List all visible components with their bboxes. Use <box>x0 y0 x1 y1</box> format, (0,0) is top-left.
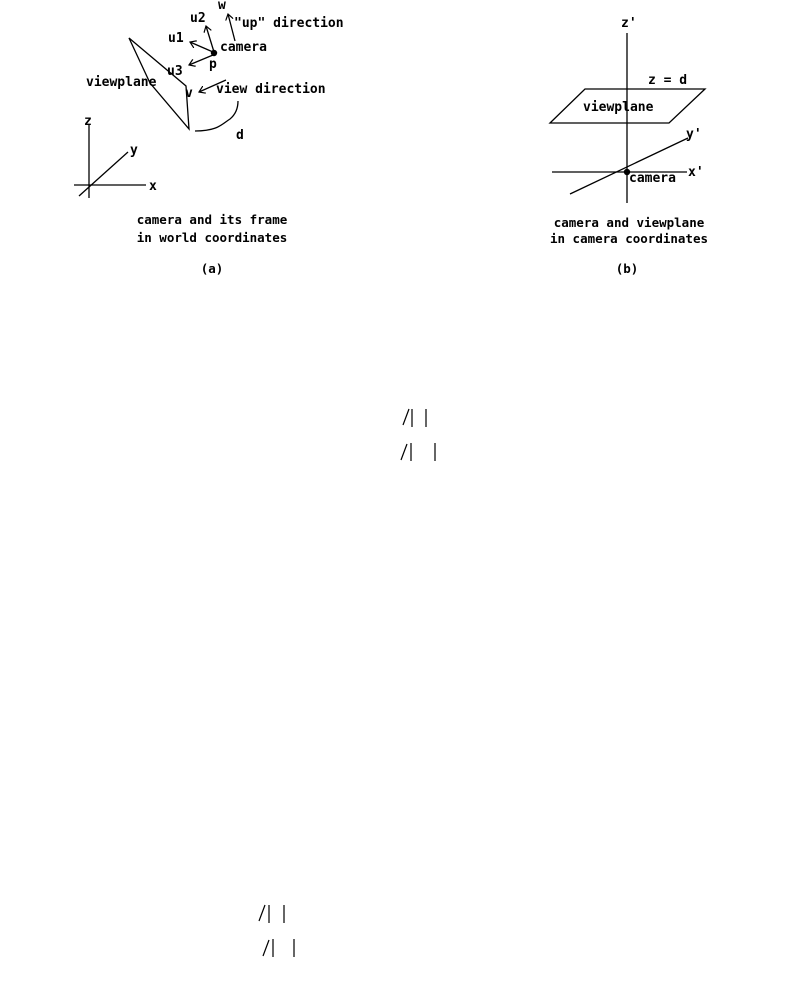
p-label: p <box>209 57 217 72</box>
u2-arrow <box>206 26 214 52</box>
camera-viewplane-label: viewplane <box>583 100 654 115</box>
z-prime-label: z' <box>621 16 637 31</box>
world-y-label: y <box>130 143 138 158</box>
panel-b-caption-line1: camera and viewplane <box>553 215 705 230</box>
panel-a-caption-line2: in world coordinates <box>136 230 288 245</box>
equation-fragment-1 <box>403 409 426 427</box>
panel-b-tag: (b) <box>615 261 639 276</box>
x-prime-label: x' <box>688 165 704 180</box>
camera-origin-label: camera <box>629 171 676 186</box>
distance-brace <box>195 101 238 131</box>
u2-label: u2 <box>190 11 206 26</box>
panel-a <box>74 0 344 276</box>
panel-a-tag: (a) <box>200 261 224 276</box>
equation-fragment-2 <box>401 443 435 461</box>
viewplane-label: viewplane <box>86 75 157 90</box>
y-prime-label: y' <box>686 127 702 142</box>
d-label: d <box>236 128 244 143</box>
camera-label: camera <box>220 40 267 55</box>
world-x-label: x <box>149 179 157 194</box>
z-equals-d-label: z = d <box>648 73 688 88</box>
view-direction-label: view direction <box>216 82 326 97</box>
equation-fragment-3 <box>259 905 284 923</box>
w-label: w <box>218 0 226 13</box>
u1-arrow <box>190 42 213 52</box>
world-z-label: z <box>84 114 92 129</box>
equation-fragment-4 <box>263 939 294 957</box>
panel-b-caption-line2: in camera coordinates <box>549 231 709 246</box>
v-label: v <box>185 86 193 101</box>
u3-label: u3 <box>167 64 183 79</box>
u1-label: u1 <box>168 31 184 46</box>
world-y-axis <box>79 152 128 196</box>
panel-b <box>550 16 708 276</box>
up-direction-label: "up" direction <box>234 16 344 31</box>
panel-a-caption-line1: camera and its frame <box>136 212 288 227</box>
